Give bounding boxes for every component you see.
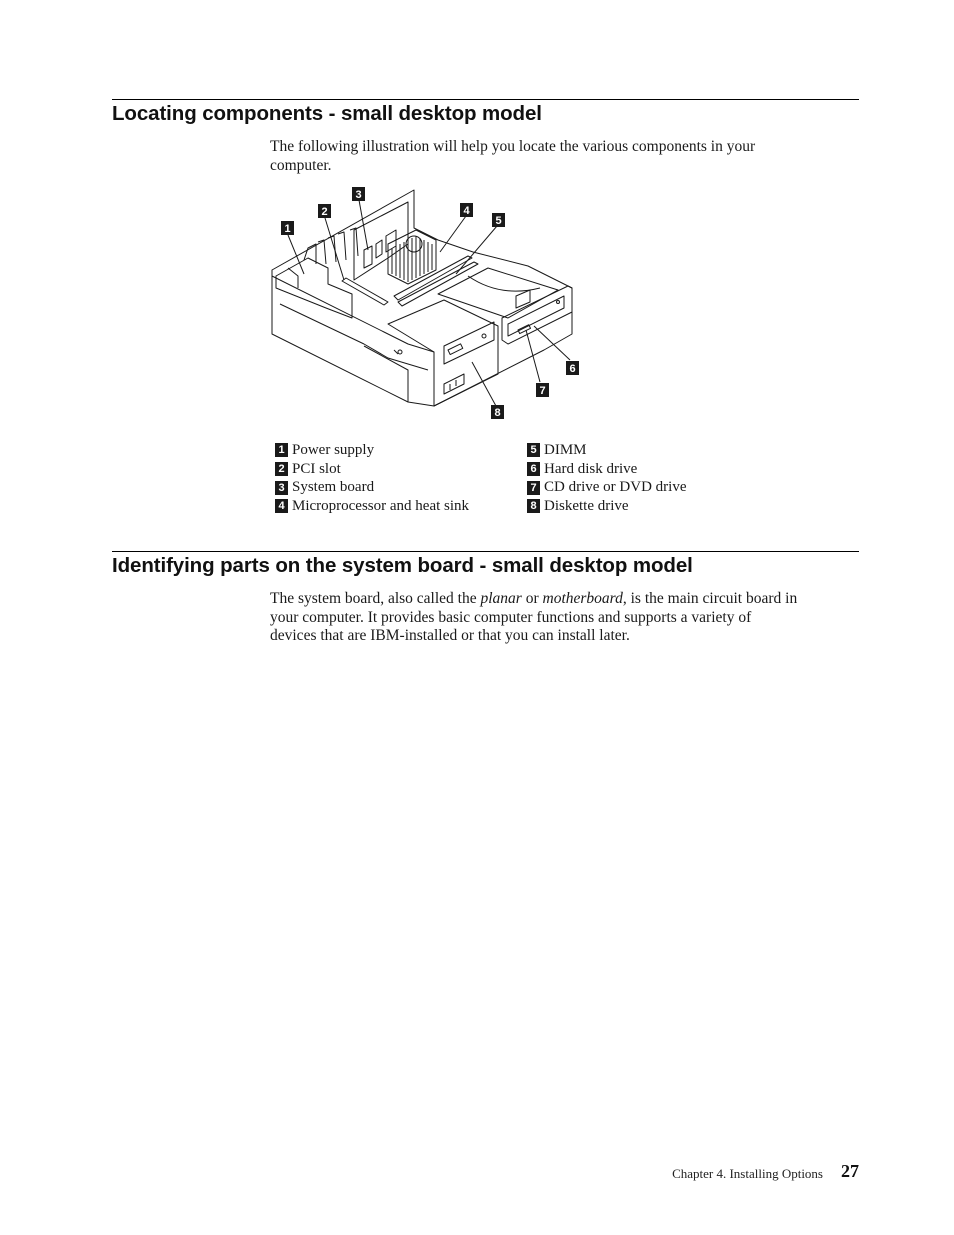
computer-illustration <box>268 184 588 424</box>
legend-label: Hard disk drive <box>544 460 638 477</box>
paragraph-text: or <box>521 590 543 607</box>
legend-label: Power supply <box>292 442 375 458</box>
term-motherboard: motherboard <box>542 590 623 607</box>
legend-label: CD drive or DVD drive <box>544 479 687 496</box>
paragraph-text: , is the main circuit board in <box>622 590 798 607</box>
callout-3: 3 <box>355 189 362 201</box>
page-number: 27 <box>841 1161 859 1181</box>
legend-badge: 3 <box>275 481 288 495</box>
legend-left <box>275 441 469 516</box>
callout-8: 8 <box>494 407 501 419</box>
system-board-paragraph <box>270 590 860 646</box>
callout-4: 4 <box>463 205 470 217</box>
legend-label: DIMM <box>544 442 587 458</box>
computer-drawing <box>268 184 588 424</box>
paragraph-line-3: devices that are IBM-installed or that you can install later. <box>270 627 630 645</box>
legend-item <box>527 441 686 460</box>
legend-item <box>527 497 686 516</box>
legend-item <box>275 478 469 497</box>
legend-badge: 6 <box>527 462 540 476</box>
legend-item <box>527 478 686 497</box>
section-heading-locating-components: Locating components - small desktop model <box>112 102 542 125</box>
callout-5: 5 <box>495 215 502 227</box>
intro-line-1: The following illustration will help you locate the various components in your <box>270 138 756 155</box>
section-rule-top <box>112 99 859 100</box>
section-rule-system-board <box>112 551 859 552</box>
legend-item <box>275 497 469 516</box>
legend-badge: 1 <box>275 443 288 457</box>
legend-badge: 4 <box>275 499 288 513</box>
legend-item <box>275 460 469 479</box>
callout-6: 6 <box>569 363 576 375</box>
intro-line-2: computer. <box>270 156 332 174</box>
legend-badge: 8 <box>527 499 540 513</box>
term-planar: planar <box>480 590 522 607</box>
footer-chapter-title: Chapter 4. Installing Options <box>672 1166 823 1181</box>
legend-right <box>527 441 686 516</box>
legend-item <box>527 460 686 479</box>
legend-label: PCI slot <box>292 460 341 477</box>
callout-1: 1 <box>284 223 291 235</box>
legend-label: Microprocessor and heat sink <box>292 498 470 515</box>
intro-paragraph <box>270 138 860 175</box>
callout-7: 7 <box>539 385 546 397</box>
legend-item <box>275 441 469 460</box>
legend-badge: 7 <box>527 481 540 495</box>
legend-badge: 5 <box>527 443 540 457</box>
legend-badge: 2 <box>275 462 288 476</box>
paragraph-text: The system board, also called the <box>270 590 481 607</box>
legend-label: System board <box>292 479 375 496</box>
paragraph-line-1 <box>270 590 860 609</box>
legend-label: Diskette drive <box>544 498 629 515</box>
section-heading-identifying-parts: Identifying parts on the system board - small desktop model <box>112 554 693 577</box>
callout-2: 2 <box>321 206 328 218</box>
paragraph-line-2: your computer. It provides basic computer functions and supports a variety of <box>270 608 752 626</box>
